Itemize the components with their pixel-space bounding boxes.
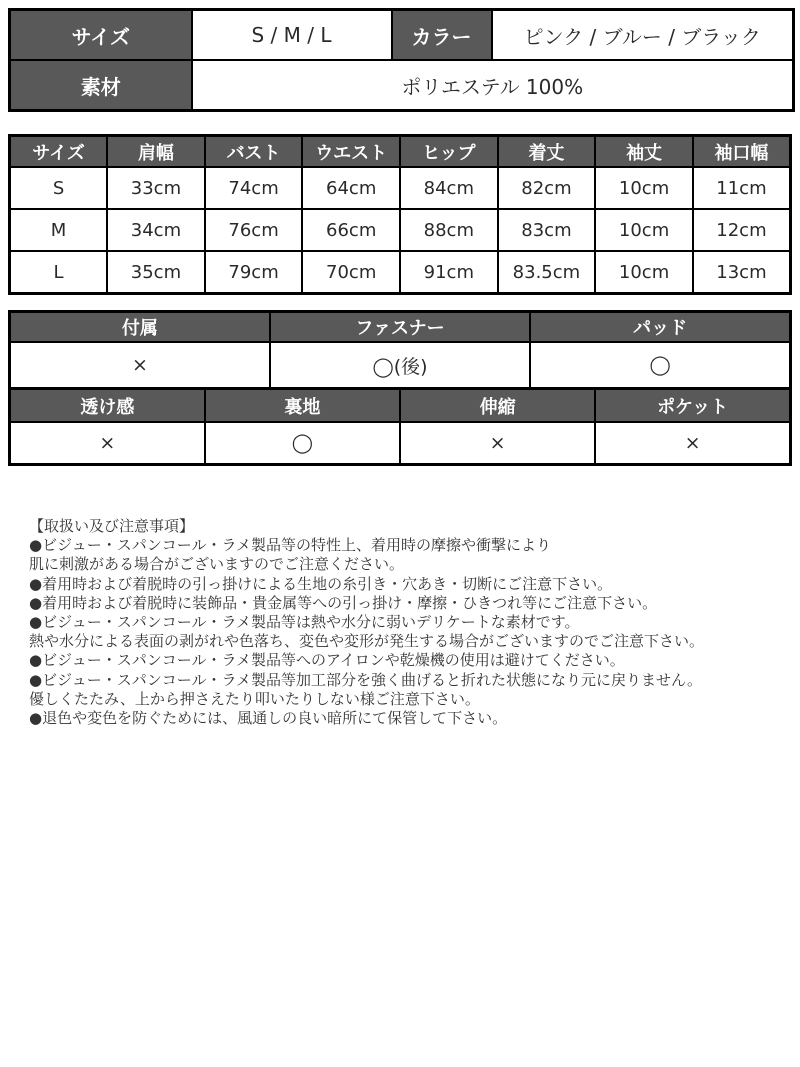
size-header: サイズ (10, 10, 192, 61)
care-notice-line: 優しくたたみ、上から押さえたり叩いたりしない様ご注意下さい。 (29, 689, 480, 708)
meas-col-sleeve: 袖丈 (595, 136, 693, 168)
meas-col-hip: ヒップ (400, 136, 498, 168)
accessory-value: × (10, 342, 270, 389)
cell: S (10, 167, 108, 209)
pocket-value: × (595, 422, 790, 465)
cell: 70cm (302, 251, 400, 294)
cell: 82cm (498, 167, 596, 209)
lining-header: 裏地 (205, 389, 400, 423)
fastener-value: ◯(後) (270, 342, 530, 389)
care-notice (29, 517, 790, 728)
cell: 12cm (693, 209, 791, 251)
fastener-header: ファスナー (270, 312, 530, 343)
pad-value: ◯ (530, 342, 790, 389)
features1-header-row (10, 312, 791, 343)
spec-row-size-color (10, 10, 794, 61)
cell: L (10, 251, 108, 294)
meas-col-length: 着丈 (498, 136, 596, 168)
care-notice-line: ●着用時および着脱時の引っ掛けによる生地の糸引き・穴あき・切断にご注意下さい。 (29, 574, 613, 593)
care-notice-title: 【取扱い及び注意事項】 (29, 517, 195, 535)
cell: 79cm (205, 251, 303, 294)
table-row (10, 251, 791, 294)
cell: 66cm (302, 209, 400, 251)
cell: 10cm (595, 167, 693, 209)
care-notice-line: 肌に刺激がある場合がございますのでご注意ください。 (29, 555, 405, 574)
material-value: ポリエステル 100% (192, 60, 794, 111)
material-header: 素材 (10, 60, 192, 111)
cell: 33cm (107, 167, 205, 209)
cell: 11cm (693, 167, 791, 209)
sheerness-header: 透け感 (10, 389, 205, 423)
size-value: S / M / L (192, 10, 392, 61)
features-table-2 (8, 387, 792, 466)
cell: 10cm (595, 209, 693, 251)
cell: 74cm (205, 167, 303, 209)
cell: 13cm (693, 251, 791, 294)
color-header: カラー (392, 10, 492, 61)
cell: 88cm (400, 209, 498, 251)
table-row (10, 167, 791, 209)
cell: 10cm (595, 251, 693, 294)
measurements-table (8, 134, 792, 295)
cell: 64cm (302, 167, 400, 209)
care-notice-line: ●ビジュー・スパンコール・ラメ製品等へのアイロンや乾燥機の使用は避けてください。 (29, 651, 625, 670)
cell: 83cm (498, 209, 596, 251)
features-table-1 (8, 310, 792, 390)
sheerness-value: × (10, 422, 205, 465)
stretch-header: 伸縮 (400, 389, 595, 423)
cell: 83.5cm (498, 251, 596, 294)
meas-col-bust: バスト (205, 136, 303, 168)
care-notice-line: ●ビジュー・スパンコール・ラメ製品等の特性上、着用時の摩擦や衝撃により (29, 536, 552, 555)
cell: M (10, 209, 108, 251)
cell: 76cm (205, 209, 303, 251)
cell: 34cm (107, 209, 205, 251)
meas-col-cuff: 袖口幅 (693, 136, 791, 168)
meas-col-size: サイズ (10, 136, 108, 168)
care-notice-line: ●退色や変色を防ぐためには、風通しの良い暗所にて保管して下さい。 (29, 709, 508, 728)
measurements-header-row (10, 136, 791, 168)
stretch-value: × (400, 422, 595, 465)
features1-value-row (10, 342, 791, 389)
pocket-header: ポケット (595, 389, 790, 423)
care-notice-line: ●ビジュー・スパンコール・ラメ製品等は熱や水分に弱いデリケートな素材です。 (29, 613, 580, 632)
meas-col-shoulder: 肩幅 (107, 136, 205, 168)
features2-value-row (10, 422, 791, 465)
meas-col-waist: ウエスト (302, 136, 400, 168)
spec-row-material (10, 60, 794, 111)
color-value: ピンク / ブルー / ブラック (492, 10, 794, 61)
accessory-header: 付属 (10, 312, 270, 343)
cell: 91cm (400, 251, 498, 294)
care-notice-line: 熱や水分による表面の剥がれや色落ち、変色や変形が発生する場合がございますのでご注意下さい。 (29, 632, 705, 651)
lining-value: ◯ (205, 422, 400, 465)
care-notice-line: ●着用時および着脱時に装飾品・貴金属等への引っ掛け・摩擦・ひきつれ等にご注意下さい。 (29, 593, 658, 612)
table-row (10, 209, 791, 251)
cell: 84cm (400, 167, 498, 209)
pad-header: パッド (530, 312, 790, 343)
features2-header-row (10, 389, 791, 423)
cell: 35cm (107, 251, 205, 294)
care-notice-line: ●ビジュー・スパンコール・ラメ製品等加工部分を強く曲げると折れた状態になり元に戻りません。 (29, 670, 702, 689)
spec-table (8, 8, 795, 112)
